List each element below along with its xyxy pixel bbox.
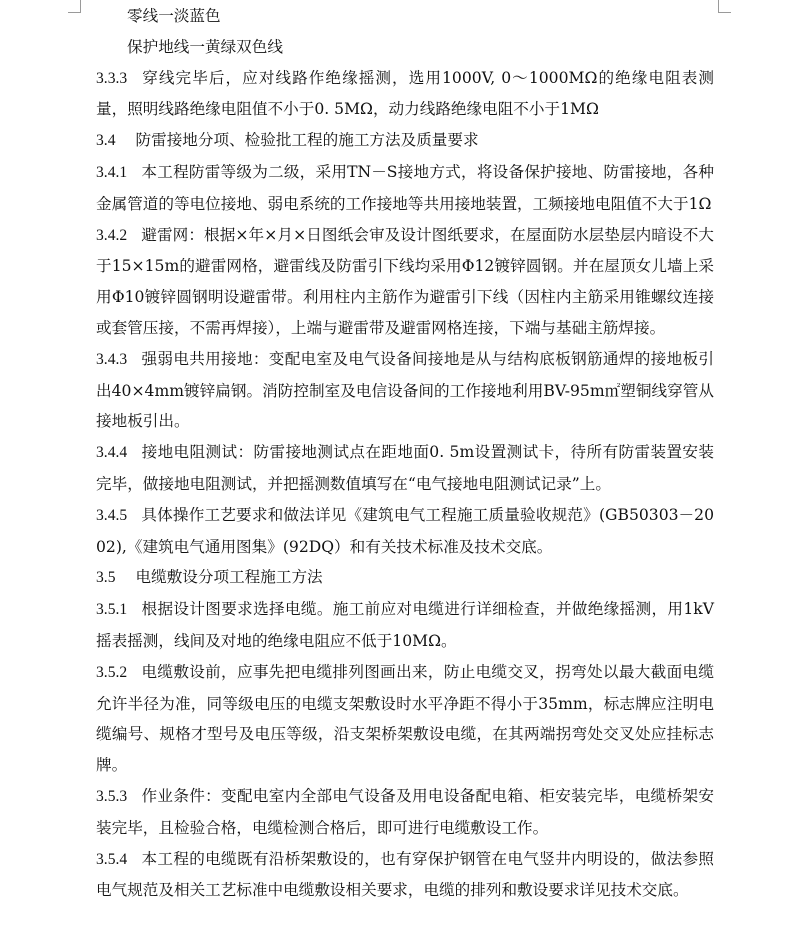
paragraph-text: 强弱电共用接地：变配电室及电气设备间接地是从与结构底板钢筋通焊的接地板引出40×4mm镀锌扁钢。消防控制室及电信设备间的工作接地利用BV-95m㎡塑铜线穿管从接地板引出。 xyxy=(96,349,714,431)
paragraph-text: 保护地线一黄绿双色线 xyxy=(127,37,283,56)
paragraph-text: 根据设计图要求选择电缆。施工前应对电缆进行详细检查，并做绝缘摇测，用1kV摇表摇测，线间及对地的绝缘电阻应不低于10MΩ。 xyxy=(96,600,714,650)
paragraph-3-4-1 xyxy=(96,157,714,220)
paragraph-pe-line xyxy=(96,32,714,63)
document-body xyxy=(96,1,714,906)
paragraph-3-5-2 xyxy=(96,657,714,781)
section-number: 3.4 xyxy=(96,132,116,150)
clause-number: 3.4.3 xyxy=(96,350,128,368)
paragraph-text: 零线一淡蓝色 xyxy=(127,7,221,25)
section-heading-3-4 xyxy=(96,125,714,157)
section-number: 3.5 xyxy=(96,569,116,587)
paragraph-3-4-2 xyxy=(96,220,714,344)
clause-number: 3.4.5 xyxy=(96,506,128,524)
paragraph-neutral-line xyxy=(96,1,714,32)
clause-number: 3.5.4 xyxy=(96,850,128,868)
paragraph-3-4-5 xyxy=(96,500,714,563)
paragraph-text: 接地电阻测试：防雷接地测试点在距地面0. 5m设置测试卡，待所有防雷装置安装完毕，做接地电阻测试，并把摇测数值填写在“电气接地电阻测试记录”上。 xyxy=(96,443,714,493)
paragraph-3-5-3 xyxy=(96,781,714,844)
paragraph-3-3-3 xyxy=(96,63,714,126)
section-title: 电缆敷设分项工程施工方法 xyxy=(135,568,323,587)
paragraph-text: 本工程的电缆既有沿桥架敷设的，也有穿保护钢管在电气竖井内明设的，做法参照电气规范及相关工艺标准中电缆敷设相关要求，电缆的排列和敷设要求详见技术交底。 xyxy=(96,849,714,900)
clause-number: 3.5.3 xyxy=(96,787,128,805)
page-corner-mark-left xyxy=(68,0,81,13)
clause-number: 3.4.2 xyxy=(96,226,128,244)
paragraph-text: 避雷网：根据×年×月×日图纸会审及设计图纸要求，在屋面防水层垫层内暗设不大于15×15m的避雷网格，避雷线及防雷引下线均采用Φ12镀锌圆钢。并在屋顶女儿墙上采用Φ10镀锌圆钢明设避雷带。利用柱内主筋作为避雷引下线（因柱内主筋采用锥螺纹连接或套管压接，不需再焊接），上端与避雷带及避雷网格连接，下端与基础主筋焊接。 xyxy=(96,225,714,337)
paragraph-text: 本工程防雷等级为二级，采用TN－S接地方式，将设备保护接地、防雷接地，各种金属管道的等电位接地、弱电系统的工作接地等共用接地装置，工频接地电阻值不大于1Ω xyxy=(96,162,714,213)
paragraph-3-5-4 xyxy=(96,844,714,907)
paragraph-text: 作业条件：变配电室内全部电气设备及用电设备配电箱、柜安装完毕，电缆桥架安装完毕，且检验合格，电缆检测合格后，即可进行电缆敷设工作。 xyxy=(96,786,714,837)
clause-number: 3.4.1 xyxy=(96,163,128,181)
section-title: 防雷接地分项、检验批工程的施工方法及质量要求 xyxy=(135,131,479,150)
paragraph-3-5-1 xyxy=(96,594,714,657)
paragraph-text: 具体操作工艺要求和做法详见《建筑电气工程施工质量验收规范》(GB50303－2002),《建筑电气通用图集》(92DQ）和有关技术标准及技术交底。 xyxy=(96,505,714,556)
clause-number: 3.5.2 xyxy=(96,663,128,681)
paragraph-text: 穿线完毕后，应对线路作绝缘摇测，选用1000V, 0～1000MΩ的绝缘电阻表测量，照明线路绝缘电阻值不小于0. 5MΩ，动力线路绝缘电阻不小于1MΩ xyxy=(96,68,714,119)
paragraph-text: 电缆敷设前，应事先把电缆排列图画出来，防止电缆交叉，拐弯处以最大截面电缆允许半径为准，同等级电压的电缆支架敷设时水平净距不得小于35mm，标志牌应注明电缆编号、规格才型号及电压等级，沿支架桥架敷设电缆，在其两端拐弯处交叉处应挂标志牌。 xyxy=(96,662,714,775)
page-corner-mark-right xyxy=(718,0,731,13)
section-heading-3-5 xyxy=(96,562,714,594)
clause-number: 3.5.1 xyxy=(96,601,128,619)
clause-number: 3.3.3 xyxy=(96,69,128,87)
clause-number: 3.4.4 xyxy=(96,444,128,462)
paragraph-3-4-3 xyxy=(96,344,714,437)
paragraph-3-4-4 xyxy=(96,437,714,500)
